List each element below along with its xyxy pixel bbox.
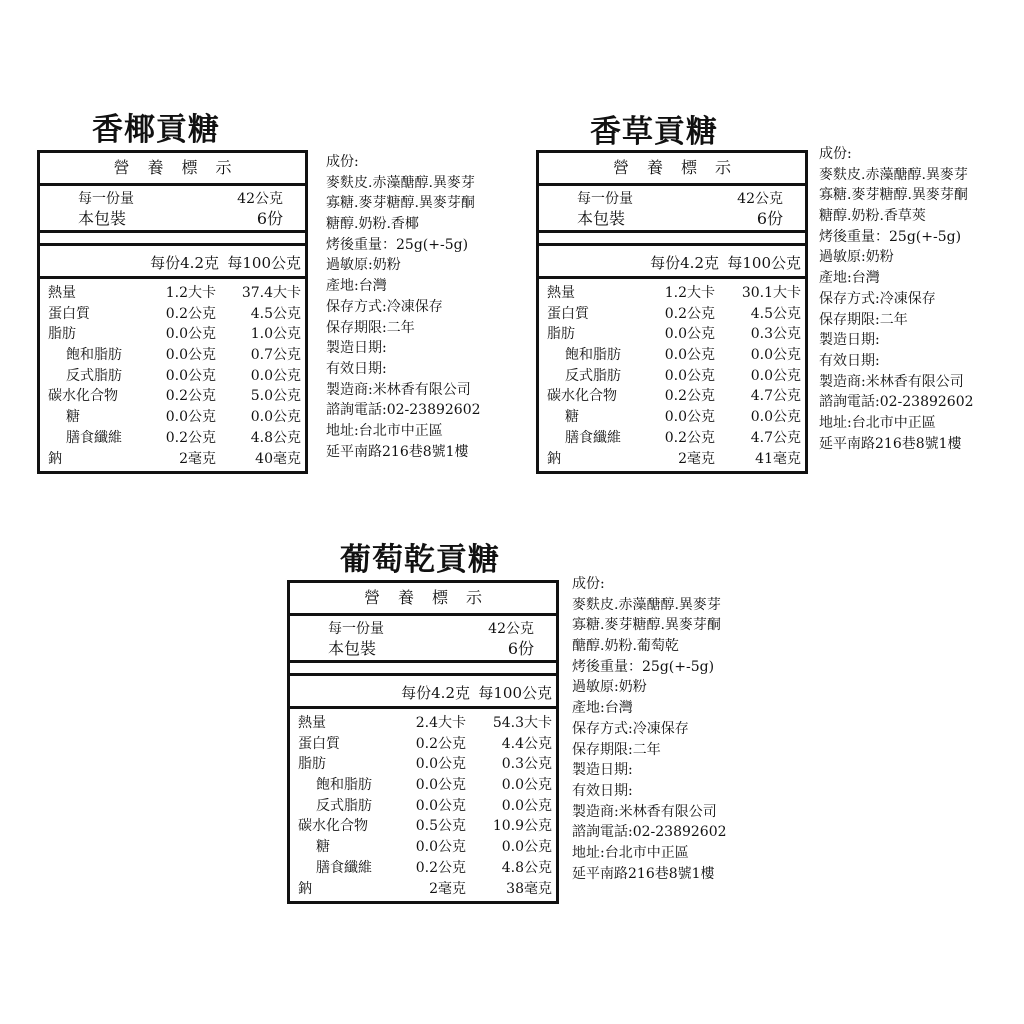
per-serving-value: 0.0公克 — [664, 347, 715, 364]
per-serving-value: 1.2大卡 — [165, 285, 216, 301]
info-line: 保存方式:冷凍保存 — [326, 298, 443, 315]
servings-label: 本包裝 — [328, 639, 377, 658]
nutrient-row — [290, 754, 556, 775]
nutrient-name: 鈉 — [48, 450, 62, 467]
nutrient-name: 膳食纖維 — [316, 859, 372, 876]
info-line: 成份: — [572, 576, 605, 592]
nutrient-name: 飽和脂肪 — [565, 347, 621, 364]
nutrient-row — [539, 324, 805, 345]
label-divider — [290, 663, 556, 676]
info-line: 保存期限:二年 — [819, 311, 908, 328]
nutrient-name: 脂肪 — [48, 326, 76, 343]
col-per-serving: 每份4.2克 — [650, 254, 719, 272]
per-serving-value: 2.4大卡 — [415, 715, 466, 731]
per-serving-value: 0.0公克 — [165, 367, 216, 384]
col-per-100g: 每100公克 — [227, 254, 301, 272]
info-line: 麥麩皮.赤藻醣醇.異麥芽 — [572, 596, 721, 613]
per-serving-value: 0.0公克 — [664, 367, 715, 384]
nutrient-row — [290, 796, 556, 817]
per-serving-value: 0.5公克 — [415, 818, 466, 835]
nutrient-rows — [539, 279, 805, 469]
info-line: 寡糖.麥芽糖醇.異麥芽酮 — [572, 617, 721, 634]
per-serving-value: 0.0公克 — [664, 326, 715, 343]
per-100g-value: 0.3公克 — [750, 326, 801, 343]
nutrient-name: 脂肪 — [547, 326, 575, 343]
servings-label: 本包裝 — [78, 209, 127, 228]
nutrient-row — [290, 858, 556, 879]
nutrient-name: 熱量 — [48, 285, 76, 301]
nutrient-name: 糖 — [565, 409, 579, 426]
info-line: 烤後重量：25g(+-5g) — [819, 228, 962, 245]
col-per-serving: 每份4.2克 — [401, 684, 470, 702]
nutrient-name: 蛋白質 — [547, 305, 589, 322]
per-serving-value: 0.2公克 — [664, 429, 715, 446]
nutrient-name: 飽和脂肪 — [66, 347, 122, 364]
serving-size-value: 42公克 — [737, 191, 783, 207]
per-serving-value: 0.2公克 — [415, 859, 466, 876]
nutrient-name: 熱量 — [298, 715, 326, 731]
info-line: 寡糖.麥芽糖醇.異麥芽酮 — [819, 187, 968, 204]
per-serving-value: 1.2大卡 — [664, 285, 715, 301]
nutrient-name: 膳食纖維 — [565, 429, 621, 446]
nutrient-row — [40, 428, 305, 449]
product-info — [572, 574, 727, 884]
label-header: 營養標示 — [290, 583, 556, 616]
per-100g-value: 4.5公克 — [750, 305, 801, 322]
info-line: 產地:台灣 — [326, 278, 387, 295]
serving-size-value: 42公克 — [237, 191, 283, 207]
per-serving-value: 0.0公克 — [415, 839, 466, 856]
product-title: 香草貢糖 — [590, 114, 718, 150]
info-line: 地址:台北市中正區 — [572, 844, 689, 861]
per-serving-value: 0.0公克 — [415, 756, 466, 773]
servings-value: 6份 — [507, 639, 534, 658]
info-line: 延平南路216巷8號1樓 — [572, 865, 715, 882]
per-100g-value: 10.9公克 — [492, 818, 552, 835]
nutrient-name: 鈉 — [547, 450, 561, 467]
per-100g-value: 0.0公克 — [501, 777, 552, 794]
per-serving-value: 0.2公克 — [165, 429, 216, 446]
nutrient-row — [290, 879, 556, 900]
info-line: 延平南路216巷8號1樓 — [819, 435, 962, 452]
per-100g-value: 0.3公克 — [501, 756, 552, 773]
nutrient-name: 蛋白質 — [48, 305, 90, 322]
info-line: 製造商:米林香有限公司 — [572, 803, 717, 820]
info-line: 成份: — [326, 154, 359, 170]
nutrient-rows — [290, 709, 556, 899]
per-100g-value: 0.0公克 — [750, 347, 801, 364]
info-line: 寡糖.麥芽糖醇.異麥芽酮 — [326, 195, 475, 212]
per-serving-value: 0.0公克 — [165, 326, 216, 343]
per-100g-value: 0.0公克 — [501, 839, 552, 856]
info-line: 製造日期: — [326, 340, 387, 357]
per-100g-value: 4.7公克 — [750, 429, 801, 446]
per-100g-value: 0.0公克 — [750, 367, 801, 384]
info-line: 醣醇.奶粉.葡萄乾 — [572, 638, 679, 655]
label-header: 營養標示 — [539, 153, 805, 186]
info-line: 保存方式:冷凍保存 — [572, 720, 689, 737]
info-line: 地址:台北市中正區 — [326, 422, 443, 439]
per-100g-value: 0.0公克 — [501, 797, 552, 814]
info-line: 製造商:米林香有限公司 — [819, 373, 964, 390]
per-100g-value: 41毫克 — [755, 450, 801, 467]
nutrient-row — [539, 428, 805, 449]
product-info — [819, 144, 974, 454]
nutrient-row — [40, 324, 305, 345]
label-header: 營養標示 — [40, 153, 305, 186]
per-100g-value: 0.0公克 — [250, 409, 301, 426]
nutrition-label — [536, 150, 808, 474]
info-line: 有效日期: — [326, 360, 387, 377]
col-per-100g: 每100公克 — [478, 684, 552, 702]
per-serving-value: 0.2公克 — [165, 305, 216, 322]
per-100g-value: 0.7公克 — [250, 347, 301, 364]
nutrient-row — [290, 816, 556, 837]
per-100g-value: 30.1大卡 — [741, 285, 801, 301]
col-per-100g: 每100公克 — [727, 254, 801, 272]
nutrient-row — [40, 345, 305, 366]
per-100g-value: 4.5公克 — [250, 305, 301, 322]
info-line: 地址:台北市中正區 — [819, 414, 936, 431]
nutrient-name: 糖 — [316, 839, 330, 856]
nutrient-name: 碳水化合物 — [48, 388, 118, 405]
nutrient-rows — [40, 279, 305, 469]
per-100g-value: 54.3大卡 — [492, 715, 552, 731]
nutrient-name: 反式脂肪 — [66, 367, 122, 384]
info-line: 保存期限:二年 — [326, 319, 415, 336]
info-line: 製造日期: — [572, 762, 633, 779]
info-line: 糖醇.奶粉.香椰 — [326, 216, 419, 233]
nutrient-row — [40, 366, 305, 387]
serving-block — [40, 186, 305, 233]
nutrient-row — [40, 449, 305, 470]
per-100g-value: 38毫克 — [506, 880, 552, 897]
nutrient-row — [290, 713, 556, 734]
col-per-serving: 每份4.2克 — [150, 254, 219, 272]
serving-size-label: 每一份量 — [328, 621, 384, 637]
info-line: 成份: — [819, 146, 852, 162]
nutrient-row — [539, 407, 805, 428]
info-line: 有效日期: — [819, 352, 880, 369]
info-line: 糖醇.奶粉.香草莢 — [819, 208, 926, 225]
servings-label: 本包裝 — [577, 209, 626, 228]
nutrient-row — [40, 407, 305, 428]
info-line: 過敏原:奶粉 — [326, 257, 401, 274]
label-divider — [40, 233, 305, 246]
per-100g-value: 4.8公克 — [250, 429, 301, 446]
nutrient-row — [539, 345, 805, 366]
nutrient-row — [40, 386, 305, 407]
servings-value: 6份 — [256, 209, 283, 228]
info-line: 過敏原:奶粉 — [819, 249, 894, 266]
nutrient-name: 鈉 — [298, 880, 312, 897]
serving-block — [290, 616, 556, 663]
per-100g-value: 4.7公克 — [750, 388, 801, 405]
info-line: 麥麩皮.赤藻醣醇.異麥芽 — [326, 174, 475, 191]
product-title: 葡萄乾貢糖 — [340, 542, 500, 578]
per-100g-value: 4.4公克 — [501, 735, 552, 752]
nutrient-row — [290, 775, 556, 796]
per-100g-value: 5.0公克 — [250, 388, 301, 405]
nutrient-row — [290, 837, 556, 858]
info-line: 諮詢電話:02-23892602 — [819, 394, 974, 411]
per-serving-value: 0.0公克 — [165, 347, 216, 364]
nutrient-row — [539, 386, 805, 407]
per-100g-value: 4.8公克 — [501, 859, 552, 876]
info-line: 製造日期: — [819, 332, 880, 349]
per-serving-value: 0.0公克 — [664, 409, 715, 426]
nutrient-name: 飽和脂肪 — [316, 777, 372, 794]
per-100g-value: 37.4大卡 — [241, 285, 301, 301]
per-serving-value: 0.2公克 — [165, 388, 216, 405]
nutrient-row — [40, 304, 305, 325]
per-serving-value: 0.0公克 — [415, 777, 466, 794]
nutrient-row — [539, 283, 805, 304]
label-divider — [539, 233, 805, 246]
column-headers — [290, 676, 556, 709]
per-100g-value: 40毫克 — [255, 450, 301, 467]
per-serving-value: 0.2公克 — [415, 735, 466, 752]
info-line: 諮詢電話:02-23892602 — [572, 824, 727, 841]
per-serving-value: 2毫克 — [678, 450, 715, 467]
nutrient-row — [539, 449, 805, 470]
per-serving-value: 0.2公克 — [664, 388, 715, 405]
servings-value: 6份 — [756, 209, 783, 228]
serving-size-value: 42公克 — [488, 621, 534, 637]
nutrient-name: 反式脂肪 — [316, 797, 372, 814]
per-100g-value: 0.0公克 — [750, 409, 801, 426]
nutrition-label — [287, 580, 559, 904]
info-line: 製造商:米林香有限公司 — [326, 381, 471, 398]
per-serving-value: 0.0公克 — [165, 409, 216, 426]
serving-size-label: 每一份量 — [577, 191, 633, 207]
serving-block — [539, 186, 805, 233]
serving-size-label: 每一份量 — [78, 191, 134, 207]
nutrient-name: 脂肪 — [298, 756, 326, 773]
per-serving-value: 2毫克 — [429, 880, 466, 897]
info-line: 保存方式:冷凍保存 — [819, 290, 936, 307]
nutrient-name: 熱量 — [547, 285, 575, 301]
column-headers — [539, 246, 805, 279]
per-serving-value: 0.0公克 — [415, 797, 466, 814]
info-line: 諮詢電話:02-23892602 — [326, 402, 481, 419]
per-100g-value: 0.0公克 — [250, 367, 301, 384]
info-line: 產地:台灣 — [819, 270, 880, 287]
column-headers — [40, 246, 305, 279]
info-line: 烤後重量：25g(+-5g) — [326, 236, 469, 253]
info-line: 過敏原:奶粉 — [572, 679, 647, 696]
nutrient-name: 膳食纖維 — [66, 429, 122, 446]
info-line: 麥麩皮.赤藻醣醇.異麥芽 — [819, 166, 968, 183]
nutrient-name: 碳水化合物 — [298, 818, 368, 835]
product-info — [326, 152, 481, 462]
info-line: 烤後重量：25g(+-5g) — [572, 658, 715, 675]
nutrition-label — [37, 150, 308, 474]
per-serving-value: 0.2公克 — [664, 305, 715, 322]
info-line: 保存期限:二年 — [572, 741, 661, 758]
info-line: 延平南路216巷8號1樓 — [326, 443, 469, 460]
product-title: 香椰貢糖 — [92, 112, 220, 148]
nutrient-row — [539, 304, 805, 325]
nutrient-name: 糖 — [66, 409, 80, 426]
info-line: 有效日期: — [572, 782, 633, 799]
info-line: 產地:台灣 — [572, 700, 633, 717]
nutrient-name: 反式脂肪 — [565, 367, 621, 384]
nutrient-row — [539, 366, 805, 387]
nutrient-row — [40, 283, 305, 304]
nutrient-name: 碳水化合物 — [547, 388, 617, 405]
per-serving-value: 2毫克 — [179, 450, 216, 467]
nutrient-row — [290, 734, 556, 755]
per-100g-value: 1.0公克 — [250, 326, 301, 343]
nutrient-name: 蛋白質 — [298, 735, 340, 752]
